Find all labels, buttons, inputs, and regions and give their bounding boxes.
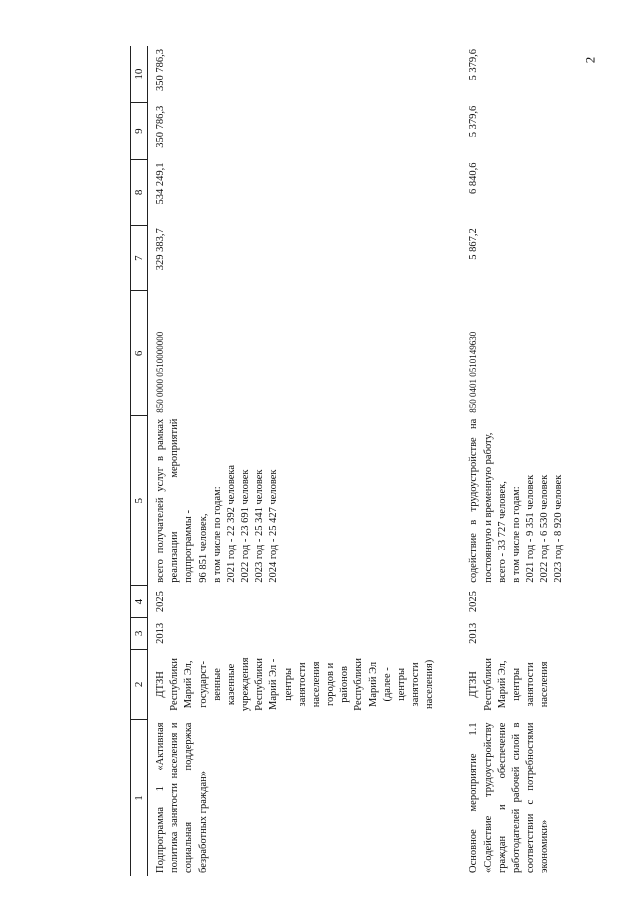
row-spacer: [441, 46, 461, 876]
row-kbk-code: 850 0000 0510000000: [155, 331, 165, 413]
row-start-year: 2013: [468, 622, 480, 644]
row-value-col10: 5 379,6: [468, 49, 480, 81]
page-number: 2: [582, 56, 598, 64]
row-indicator: [148, 416, 442, 586]
col-header-7: 7: [131, 225, 148, 291]
indicator-line: 2021 год - 22 392 человека: [225, 464, 237, 583]
row-value-col9: 5 379,6: [468, 105, 480, 138]
indicator-line: всего получателей услуг в рамках реализации мероприятий подпрограммы -: [155, 418, 195, 583]
indicator-line: в том числе по годам:: [510, 486, 522, 583]
row-name: Основное мероприятие 1.1 «Содействие трудоустройству граждан и обеспечение работодателей рабочей силой в соответствии с потребностями экономики»: [468, 722, 551, 873]
col-header-5: 5: [131, 416, 148, 586]
indicator-line: 2021 год - 9 351 человек: [525, 474, 537, 583]
col-header-8: 8: [131, 159, 148, 225]
indicator-line: содействие в трудоустройстве на постоянную и временную работу,: [468, 418, 494, 583]
row-name: Подпрограмма 1 «Активная политика занятости населения и социальная поддержка безработных граждан»: [155, 722, 209, 873]
row-value-col8: 6 840,6: [468, 162, 480, 194]
indicator-line: в том числе по годам:: [211, 486, 223, 583]
col-header-9: 9: [131, 103, 148, 160]
indicator-line: 2024 год - 25 427 человек: [268, 469, 280, 583]
row-value-col7: 5 867,2: [468, 228, 480, 260]
row-end-year: 2025: [155, 591, 166, 613]
row-start-year: 2013: [155, 622, 166, 644]
row-value-col8: 534 249,1: [155, 162, 166, 205]
col-header-10: 10: [131, 46, 148, 103]
col-header-1: 1: [131, 720, 148, 876]
col-header-6: 6: [131, 291, 148, 416]
table-row-main-activity: [461, 46, 570, 876]
indicator-line: 2023 год - 8 920 человек: [553, 474, 565, 583]
col-header-2: 2: [131, 649, 148, 719]
row-value-col10: 350 786,3: [155, 49, 166, 91]
row-executor: ДТЗН Республики Марий Эл, государст-венные казенные учреждения Республики Марий Эл - центры занятости населения городов и районов Республики Марий Эл (далее - центры занятости населения): [155, 657, 436, 712]
row-kbk-code: 850 0401 0510149630: [468, 331, 479, 413]
row-value-col9: 350 786,3: [155, 105, 166, 148]
row-value-col7: 329 383,7: [155, 228, 166, 271]
column-number-row: [131, 46, 148, 876]
row-end-year: 2025: [468, 591, 480, 613]
table-row-subprogram: [148, 46, 442, 876]
row-indicator: [461, 416, 570, 586]
program-table: [130, 46, 630, 876]
row-executor: ДТЗН Республики Марий Эл, центры занятости населения: [468, 658, 551, 711]
col-header-4: 4: [131, 586, 148, 618]
col-header-3: 3: [131, 618, 148, 650]
indicator-line: 2022 год - 6 530 человек: [539, 474, 551, 583]
indicator-line: 2022 год - 23 691 человек: [240, 469, 252, 583]
indicator-line: 2023 год - 25 341 человек: [254, 469, 266, 583]
indicator-line: всего - 33 727 человек,: [496, 481, 508, 583]
indicator-line: 96 851 человек,: [197, 513, 209, 583]
